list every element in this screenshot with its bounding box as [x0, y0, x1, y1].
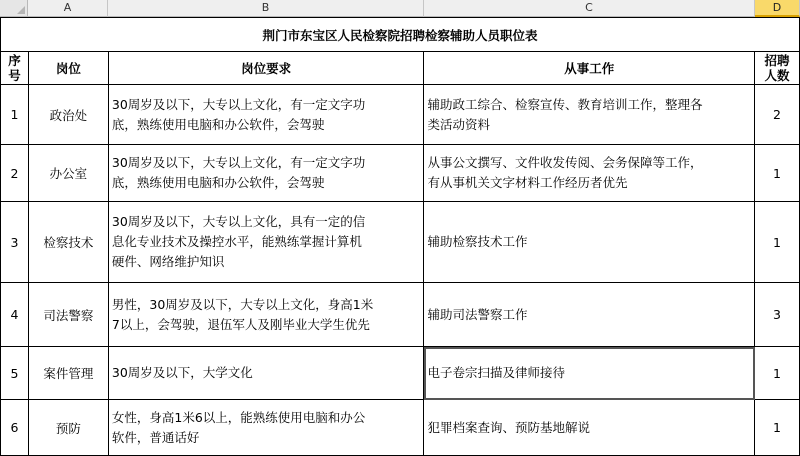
table-row	[1, 202, 800, 283]
row-requirements[interactable]: 女性，身高1米6以上，能熟练使用电脑和办公 软件，普通话好	[108, 400, 424, 456]
row-seq[interactable]: 5	[1, 347, 29, 400]
recruitment-table	[0, 17, 800, 456]
header-count[interactable]: 招聘 人数	[755, 52, 800, 85]
row-position[interactable]: 预防	[28, 400, 108, 456]
table-row	[1, 145, 800, 202]
column-header-d[interactable]: D	[755, 0, 800, 17]
row-requirements[interactable]: 30周岁及以下，大专以上文化，有一定文字功 底，熟练使用电脑和办公软件，会驾驶	[108, 85, 424, 145]
row-count[interactable]: 1	[755, 145, 800, 202]
row-duties[interactable]: 从事公文撰写、文件收发传阅、会务保障等工作， 有从事机关文字材料工作经历者优先	[424, 145, 755, 202]
row-seq[interactable]: 1	[1, 85, 29, 145]
row-requirements[interactable]: 30周岁及以下，大专以上文化，具有一定的信 息化专业技术及操控水平，能熟练掌握计算机 硬件、网络维护知识	[108, 202, 424, 283]
row-requirements[interactable]: 男性，30周岁及以下，大专以上文化，身高1米 7以上，会驾驶，退伍军人及刚毕业大学生优先	[108, 283, 424, 347]
select-all-corner[interactable]	[0, 0, 28, 17]
row-requirements[interactable]: 30周岁及以下，大专以上文化，有一定文字功 底，熟练使用电脑和办公软件，会驾驶	[108, 145, 424, 202]
table-row	[1, 400, 800, 456]
row-position[interactable]: 案件管理	[28, 347, 108, 400]
table-row	[1, 283, 800, 347]
table-title[interactable]: 荆门市东宝区人民检察院招聘检察辅助人员职位表	[1, 18, 800, 52]
row-position[interactable]: 检察技术	[28, 202, 108, 283]
column-header-b[interactable]: B	[108, 0, 424, 17]
row-position[interactable]: 办公室	[28, 145, 108, 202]
row-position[interactable]: 司法警察	[28, 283, 108, 347]
row-count[interactable]: 2	[755, 85, 800, 145]
row-position[interactable]: 政治处	[28, 85, 108, 145]
row-count[interactable]: 3	[755, 283, 800, 347]
row-seq[interactable]: 2	[1, 145, 29, 202]
header-seq[interactable]: 序 号	[1, 52, 29, 85]
row-seq[interactable]: 6	[1, 400, 29, 456]
header-row	[1, 52, 800, 85]
row-duties[interactable]: 辅助检察技术工作	[424, 202, 755, 283]
row-duties[interactable]: 辅助政工综合、检察宣传、教育培训工作，整理各 类活动资料	[424, 85, 755, 145]
header-position[interactable]: 岗位	[28, 52, 108, 85]
row-count[interactable]: 1	[755, 400, 800, 456]
header-requirements[interactable]: 岗位要求	[108, 52, 424, 85]
row-count[interactable]: 1	[755, 202, 800, 283]
row-count[interactable]: 1	[755, 347, 800, 400]
column-header-c[interactable]: C	[424, 0, 755, 17]
table-row	[1, 85, 800, 145]
table-row	[1, 347, 800, 400]
row-duties[interactable]: 辅助司法警察工作	[424, 283, 755, 347]
row-seq[interactable]: 4	[1, 283, 29, 347]
row-duties-active-cell[interactable]: 电子卷宗扫描及律师接待	[424, 347, 755, 400]
row-seq[interactable]: 3	[1, 202, 29, 283]
header-duties[interactable]: 从事工作	[424, 52, 755, 85]
column-header-a[interactable]: A	[28, 0, 108, 17]
row-requirements[interactable]: 30周岁及以下，大学文化	[108, 347, 424, 400]
title-row	[1, 18, 800, 52]
row-duties[interactable]: 犯罪档案查询、预防基地解说	[424, 400, 755, 456]
